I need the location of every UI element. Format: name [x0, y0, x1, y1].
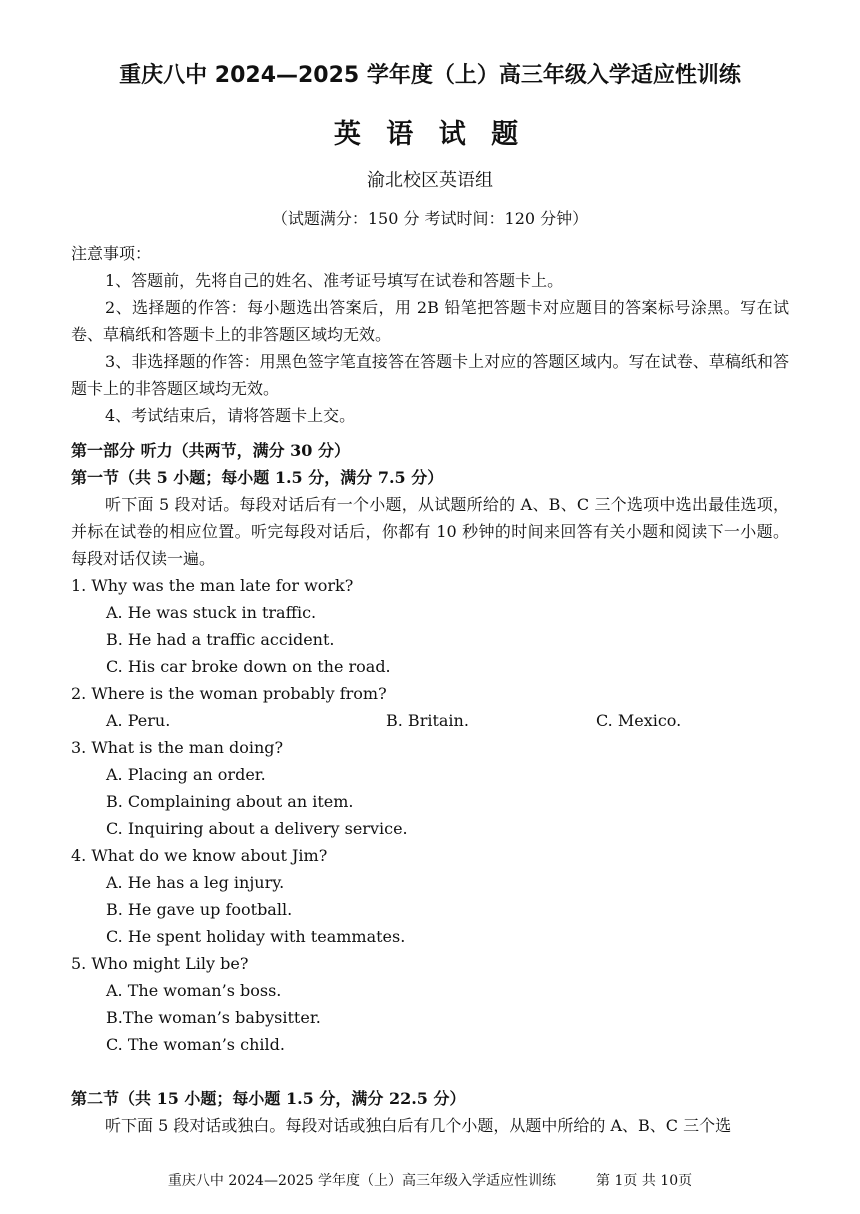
section2-instructions: 听下面 5 段对话或独白。每段对话或独白后有几个小题，从题中所给的 A、B、C 三个选	[105, 1116, 732, 1135]
exam-body	[71, 240, 789, 1139]
question-option: B. He gave up football.	[106, 900, 293, 919]
exam-meta: （试题满分：150 分 考试时间：120 分钟）	[271, 209, 589, 228]
question-stem: 2. Where is the woman probably from?	[71, 684, 387, 703]
question-option: A. He has a leg injury.	[106, 873, 285, 892]
question-stem: 4. What do we know about Jim?	[71, 846, 328, 865]
footer-exam-title: 重庆八中 2024—2025 学年度（上）高三年级入学适应性训练	[167, 1173, 557, 1189]
note-item: 4、考试结束后，请将答题卡上交。	[105, 406, 356, 425]
question-option: C. Mexico.	[596, 711, 682, 730]
question-options-row	[71, 707, 789, 734]
question-option: A. Peru.	[106, 711, 171, 730]
part1-heading: 第一部分 听力（共两节，满分 30 分）	[71, 441, 350, 460]
question-option: A. Placing an order.	[106, 765, 266, 784]
question-option: A. The woman’s boss.	[106, 981, 282, 1000]
section1-instructions: 听下面 5 段对话。每段对话后有一个小题，从试题所给的 A、B、C 三个选项中选出最佳选项，并标在试卷的相应位置。听完每段对话后，你都有 10 秒钟的时间来回答有关小题和阅读下一小题。每段对话仅读一遍。	[71, 495, 789, 568]
question-option: C. His car broke down on the road.	[106, 657, 391, 676]
note-item: 1、答题前，先将自己的姓名、准考证号填写在试卷和答题卡上。	[105, 271, 564, 290]
subject-title: 英 语 试 题	[333, 119, 527, 150]
question-option: B. Complaining about an item.	[106, 792, 354, 811]
section1-heading: 第一节（共 5 小题；每小题 1.5 分，满分 7.5 分）	[71, 468, 444, 487]
question-stem: 5. Who might Lily be?	[71, 954, 249, 973]
author-line: 渝北校区英语组	[367, 170, 493, 191]
question-option: A. He was stuck in traffic.	[106, 603, 317, 622]
note-item: 3、非选择题的作答：用黑色签字笔直接答在答题卡上对应的答题区域内。写在试卷、草稿纸和答题卡上的非答题区域均无效。	[71, 352, 789, 398]
question-option: B. Britain.	[386, 711, 469, 730]
question-stem: 1. Why was the man late for work?	[71, 576, 354, 595]
question-option: C. Inquiring about a delivery service.	[106, 819, 408, 838]
section2-heading: 第二节（共 15 小题；每小题 1.5 分，满分 22.5 分）	[71, 1089, 466, 1108]
question-option: B.The woman’s babysitter.	[106, 1008, 321, 1027]
notes-heading: 注意事项：	[71, 244, 152, 263]
note-item: 2、选择题的作答：每小题选出答案后，用 2B 铅笔把答题卡对应题目的答案标号涂黑。写在试卷、草稿纸和答题卡上的非答题区域均无效。	[71, 298, 789, 344]
question-option: C. He spent holiday with teammates.	[106, 927, 406, 946]
question-option: C. The woman’s child.	[106, 1035, 285, 1054]
question-stem: 3. What is the man doing?	[71, 738, 284, 757]
page-number: 第 1页 共 10页	[596, 1173, 693, 1189]
exam-title: 重庆八中 2024—2025 学年度（上）高三年级入学适应性训练	[119, 63, 741, 88]
question-option: B. He had a traffic accident.	[106, 630, 335, 649]
page-footer	[0, 1170, 860, 1190]
